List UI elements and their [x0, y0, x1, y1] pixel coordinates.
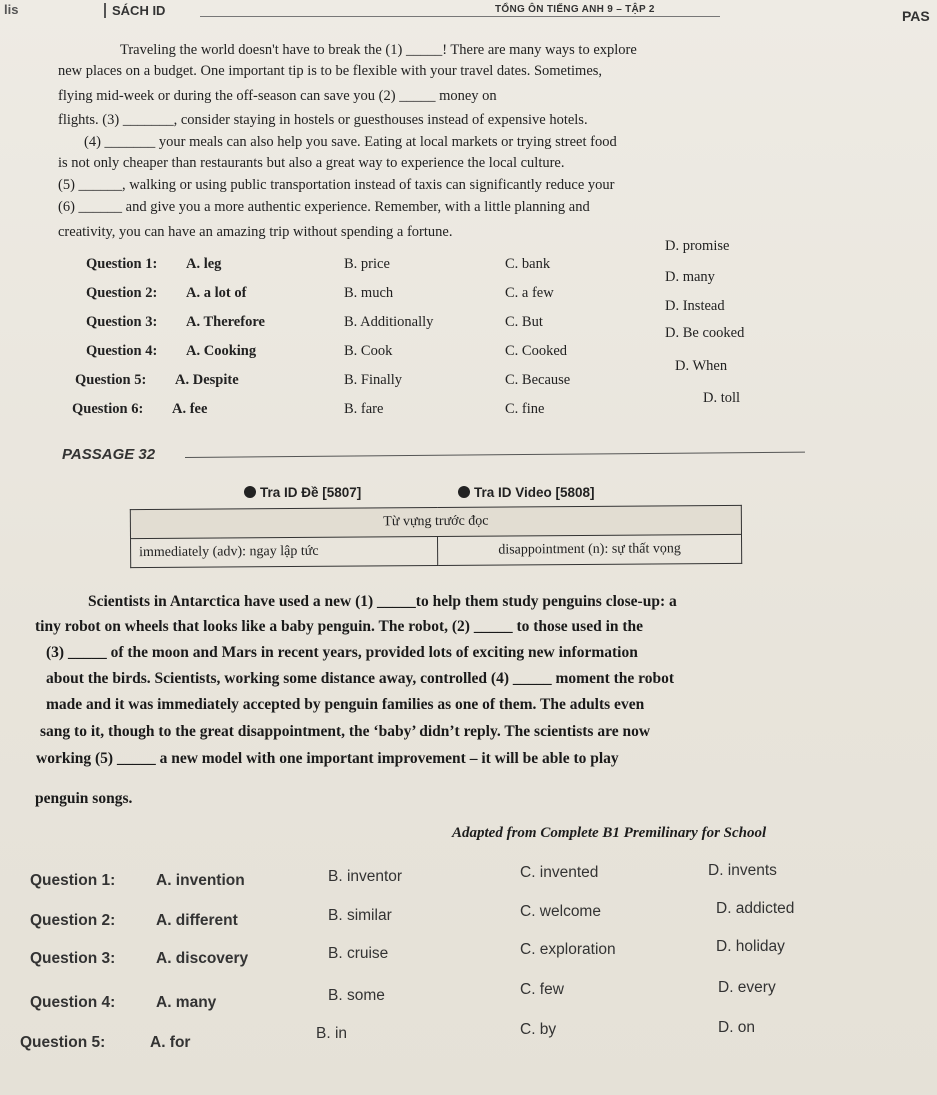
option-d[interactable]: D. Be cooked — [665, 325, 745, 341]
option-a[interactable]: A. for — [150, 1034, 191, 1051]
p2-line: about the birds. Scientists, working some distance away, controlled (4) _____ moment the robot — [46, 670, 675, 687]
option-a[interactable]: A. fee — [172, 401, 208, 417]
p2-line: (3) _____ of the moon and Mars in recent years, provided lots of exciting new information — [46, 644, 638, 661]
option-d[interactable]: D. promise — [665, 238, 730, 254]
exam-id-link[interactable] — [244, 485, 361, 500]
option-b[interactable]: B. inventor — [328, 868, 403, 885]
option-b[interactable]: B. Cook — [344, 343, 393, 359]
option-c[interactable]: C. invented — [520, 864, 599, 881]
option-c[interactable]: C. Cooked — [505, 343, 568, 359]
option-d[interactable]: D. addicted — [716, 900, 795, 917]
question-label: Question 1: — [30, 872, 116, 889]
p2-line: working (5) _____ a new model with one important improvement – it will be able to play — [36, 750, 619, 767]
option-c[interactable]: C. by — [520, 1021, 557, 1038]
question-label: Question 4: — [30, 994, 116, 1011]
option-b[interactable]: B. Additionally — [344, 314, 434, 330]
option-c[interactable]: C. fine — [505, 401, 545, 417]
question-label: Question 2: — [30, 912, 116, 929]
video-id-link[interactable] — [458, 485, 595, 500]
p2-line: sang to it, though to the great disappointment, the ‘baby’ didn’t reply. The scientists are now — [40, 723, 651, 740]
question-label: Question 1: — [86, 256, 158, 272]
question-label: Question 5: — [20, 1034, 106, 1051]
passage-heading: PASSAGE 32 — [62, 446, 156, 463]
exam-id-label: Tra ID Đề [5807] — [260, 485, 362, 500]
option-a[interactable]: A. Despite — [175, 372, 239, 388]
p1-line: flights. (3) _______, consider staying in hostels or guesthouses instead of expensive hotels. — [58, 112, 588, 128]
option-d[interactable]: D. toll — [703, 390, 741, 406]
option-b[interactable]: B. fare — [344, 401, 384, 417]
play-circle-icon — [458, 486, 470, 498]
option-c[interactable]: C. bank — [505, 256, 551, 272]
question-label: Question 4: — [86, 343, 158, 359]
option-d[interactable]: D. Instead — [665, 298, 725, 314]
p1-line: creativity, you can have an amazing trip without spending a fortune. — [58, 224, 453, 240]
vocab-table — [130, 505, 742, 568]
option-c[interactable]: C. a few — [505, 285, 554, 301]
question-label: Question 3: — [30, 950, 116, 967]
video-id-label: Tra ID Video [5808] — [474, 485, 595, 500]
vocab-header: Từ vựng trước đọc — [130, 505, 741, 538]
option-a[interactable]: A. a lot of — [186, 285, 247, 301]
p1-line: (4) _______ your meals can also help you save. Eating at local markets or trying street food — [84, 134, 617, 150]
option-a[interactable]: A. many — [156, 994, 217, 1011]
option-b[interactable]: B. Finally — [344, 372, 403, 388]
search-circle-icon — [244, 486, 256, 498]
option-c[interactable]: C. Because — [505, 372, 571, 388]
p1-line: (6) ______ and give you a more authentic experience. Remember, with a little planning and — [58, 199, 590, 215]
p2-line: made and it was immediately accepted by penguin families as one of them. The adults even — [46, 696, 645, 713]
option-a[interactable]: A. Cooking — [186, 343, 257, 359]
header-left-fragment: lis — [4, 2, 19, 17]
header-right-fragment: PAS — [902, 8, 930, 24]
passage-rule — [185, 452, 805, 458]
question-label: Question 5: — [75, 372, 147, 388]
p1-line: flying mid-week or during the off-season can save you (2) _____ money on — [58, 88, 497, 104]
p1-line: Traveling the world doesn't have to break the (1) _____! There are many ways to explore — [120, 42, 637, 58]
option-b[interactable]: B. similar — [328, 907, 392, 924]
p1-line: is not only cheaper than restaurants but also a great way to experience the local culture. — [58, 155, 565, 171]
option-a[interactable]: A. discovery — [156, 950, 249, 967]
option-a[interactable]: A. invention — [156, 872, 245, 889]
option-b[interactable]: B. in — [316, 1025, 348, 1042]
header-rule — [200, 16, 720, 17]
option-b[interactable]: B. price — [344, 256, 390, 272]
option-a[interactable]: A. Therefore — [186, 314, 265, 330]
source-citation: Adapted from Complete B1 Premilinary for School — [452, 825, 767, 841]
brand-logo: SÁCH ID — [104, 3, 165, 18]
p1-line: (5) ______, walking or using public transportation instead of taxis can significantly reduce your — [58, 177, 615, 193]
question-label: Question 2: — [86, 285, 158, 301]
option-b[interactable]: B. some — [328, 987, 385, 1004]
header-title: TỔNG ÔN TIẾNG ANH 9 – TẬP 2 — [495, 4, 655, 15]
option-c[interactable]: C. few — [520, 981, 564, 998]
option-a[interactable]: A. different — [156, 912, 238, 929]
option-d[interactable]: D. invents — [708, 862, 777, 879]
vocab-item: disappointment (n): sự thất vọng — [437, 534, 741, 565]
option-b[interactable]: B. cruise — [328, 945, 389, 962]
question-label: Question 6: — [72, 401, 144, 417]
option-d[interactable]: D. many — [665, 269, 715, 285]
option-c[interactable]: C. But — [505, 314, 543, 330]
vocab-item: immediately (adv): ngay lập tức — [131, 536, 438, 567]
option-d[interactable]: D. When — [675, 358, 728, 374]
p2-line: tiny robot on wheels that looks like a baby penguin. The robot, (2) _____ to those used in the — [35, 618, 644, 635]
option-c[interactable]: C. welcome — [520, 903, 601, 920]
p1-line: new places on a budget. One important tip is to be flexible with your travel dates. Sometimes, — [58, 63, 603, 79]
p2-line: Scientists in Antarctica have used a new (1) _____to help them study penguins close-up: a — [88, 593, 677, 610]
option-b[interactable]: B. much — [344, 285, 394, 301]
option-a[interactable]: A. leg — [186, 256, 222, 272]
option-d[interactable]: D. holiday — [716, 938, 785, 955]
option-d[interactable]: D. every — [718, 979, 776, 996]
option-c[interactable]: C. exploration — [520, 941, 616, 958]
option-d[interactable]: D. on — [718, 1019, 756, 1036]
p2-line: penguin songs. — [35, 790, 133, 807]
question-label: Question 3: — [86, 314, 158, 330]
